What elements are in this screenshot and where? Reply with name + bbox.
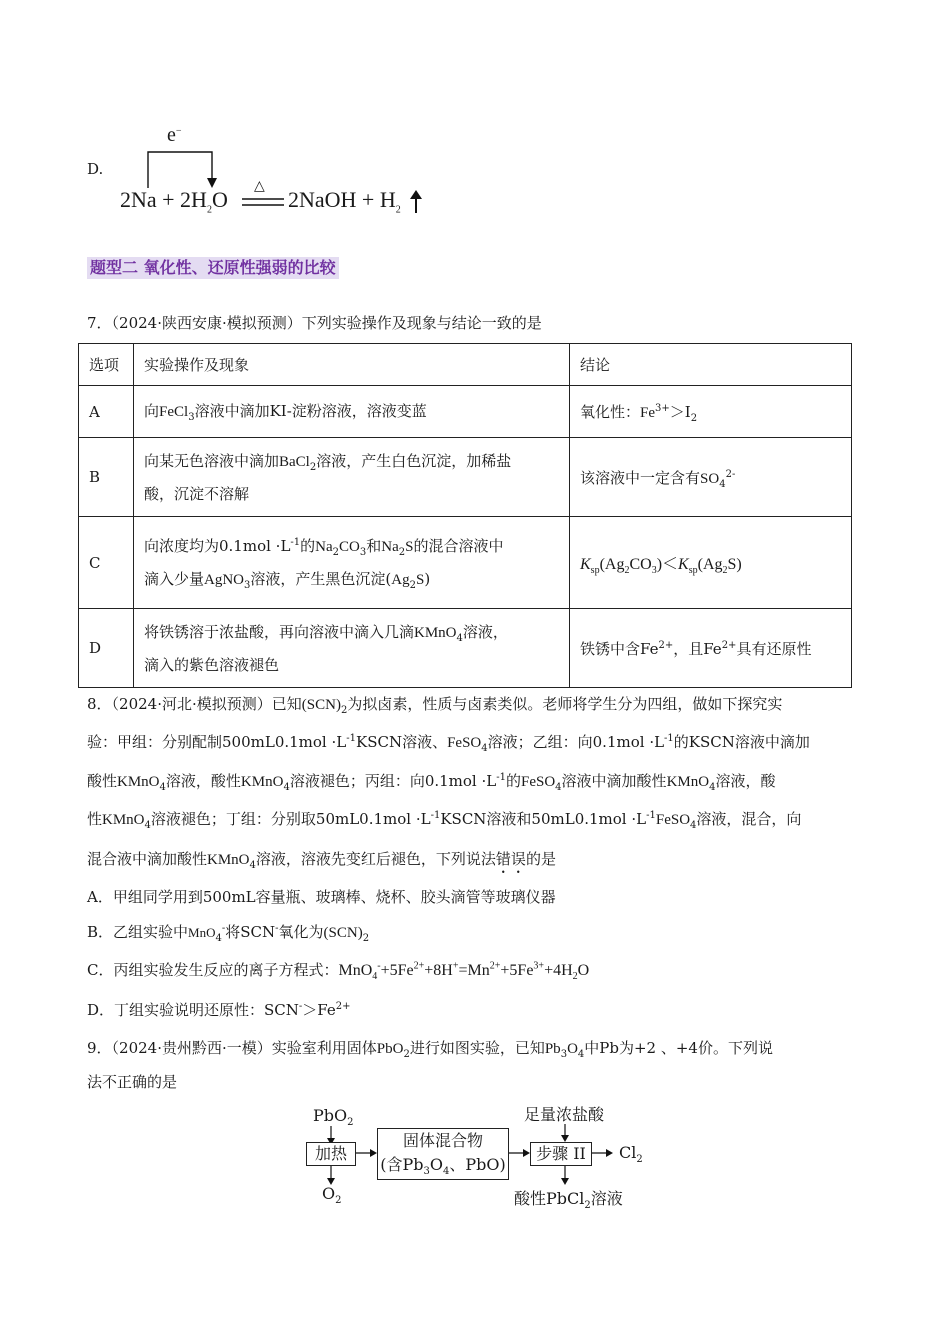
flow-mixture-box	[377, 1128, 509, 1180]
row-b-option: B	[79, 438, 134, 517]
equation-right: 2NaOH + $H_2$	[288, 187, 401, 216]
flow-pbo2-label: PbO$_2$	[313, 1106, 354, 1129]
row-d-option: D	[79, 609, 134, 688]
q8-line-5: 混合液中滴加酸性KMnO$_4$溶液，溶液先变红后褪色，下列说法错误的是	[87, 850, 556, 871]
q8-option-d: D．丁组实验说明还原性：$SCN^->Fe^{2+}$	[87, 1001, 351, 1019]
table-row	[79, 386, 852, 438]
row-a-conclusion: 氧化性：$Fe^{3+}>I_2$	[570, 386, 852, 438]
flow-step-box: 步骤 II	[530, 1142, 592, 1166]
row-b-conclusion: 该溶液中一定含有$SO_4^{2-}$	[570, 438, 852, 517]
q8-option-b: B．乙组实验中MnO$_4$-将SCN-氧化为$(SCN)_2$	[87, 923, 370, 944]
q8-option-a: A．甲组同学用到500mL容量瓶、玻璃棒、烧杯、胶头滴管等玻璃仪器	[87, 888, 556, 906]
heat-condition: △	[254, 178, 265, 194]
q9-line-2: 法不正确的是	[87, 1073, 178, 1091]
option-d-label: D.	[87, 160, 104, 178]
q9-line-1: 9．（2024·贵州黔西·一模）实验室利用固体PbO$_2$进行如图实验，已知$Pb_3O_4$中Pb为+2 、+4价。下列说	[87, 1039, 773, 1060]
q8-line-3: 酸性KMnO$_4$溶液，酸性KMnO$_4$溶液褪色；丙组：向$0.1mol \cdot L^{-1}$的FeSO$_4$溶液中滴加酸性KMnO$_4$溶液，酸	[87, 772, 776, 793]
table-row	[79, 517, 852, 609]
flow-mixture-line-2: (含$Pb_3O_4$、PbO)	[380, 1155, 506, 1178]
section-heading: 题型二 氧化性、还原性强弱的比较	[87, 257, 339, 279]
q8-line-2: 验：甲组：分别配制$500mL0.1mol \cdot L^{-1}KSCN$溶液、FeSO$_4$溶液；乙组：向$0.1mol \cdot L^{-1}$的KSCN溶液中滴加	[87, 733, 810, 754]
row-d-conclusion: 铁锈中含$Fe^{2+}$，且$Fe^{2+}$具有还原性	[570, 609, 852, 688]
q8-option-c: C．丙组实验发生反应的离子方程式：$MnO_4^-+5Fe^{2+}+8H^+=Mn^{2+}+5Fe^{3+}+4H_2O$	[87, 960, 590, 983]
row-a-option: A	[79, 386, 134, 438]
row-a-operation: 向FeCl$_3$溶液中滴加KI-淀粉溶液，溶液变蓝	[134, 386, 570, 438]
equation-left: $2Na + 2H_2O$	[120, 187, 228, 216]
table-row	[79, 438, 852, 517]
flow-cl2-label: $Cl_2$	[619, 1143, 643, 1166]
flow-mixture-line-1: 固体混合物	[402, 1131, 483, 1150]
row-d-operation: 将铁锈溶于浓盐酸，再向溶液中滴入几滴KMnO$_4$溶液， 滴入的紫色溶液褪色	[134, 609, 570, 688]
emphasis-text: 错误	[495, 850, 526, 868]
flow-o2-label: $O_2$	[322, 1184, 342, 1207]
flow-heat-box: 加热	[306, 1142, 356, 1166]
row-c-option: C	[79, 517, 134, 609]
table-header-row	[79, 344, 852, 386]
q7-table	[78, 343, 852, 688]
header-operation: 实验操作及现象	[134, 344, 570, 386]
header-option: 选项	[79, 344, 134, 386]
q7-stem: 7．（2024·陕西安康·模拟预测）下列实验操作及现象与结论一致的是	[87, 314, 542, 332]
flow-pbcl2-label: 酸性PbCl$_2$溶液	[514, 1189, 623, 1212]
electron-symbol: e−	[167, 124, 182, 146]
row-b-operation: 向某无色溶液中滴加BaCl$_2$溶液，产生白色沉淀，加稀盐 酸，沉淀不溶解	[134, 438, 570, 517]
header-conclusion: 结论	[570, 344, 852, 386]
gas-up-arrow-icon	[410, 190, 422, 214]
row-c-operation: 向浓度均为$0.1mol \cdot L^{-1}$的$Na_2CO_3$和$Na_2S$的混合溶液中 滴入少量AgNO$_3$溶液，产生黑色沉淀$(Ag_2S)$	[134, 517, 570, 609]
row-c-conclusion: $K_{sp}(Ag_2CO_3)<K_{sp}(Ag_2S)$	[570, 517, 852, 609]
q8-line-4: 性KMnO$_4$溶液褪色；丁组：分别取$50mL0.1mol \cdot L^{-1}KSCN$溶液和$50mL0.1mol \cdot L^{-1}FeSO_4$溶液，混合，向	[87, 810, 802, 831]
flow-hcl-label: 足量浓盐酸	[524, 1105, 605, 1124]
equals-sign	[242, 197, 284, 207]
table-row	[79, 609, 852, 688]
q8-line-1: 8．（2024·河北·模拟预测）已知$(SCN)_2$为拟卤素，性质与卤素类似。老师将学生分为四组，做如下探究实	[87, 695, 783, 716]
electron-transfer-bracket	[140, 150, 220, 190]
